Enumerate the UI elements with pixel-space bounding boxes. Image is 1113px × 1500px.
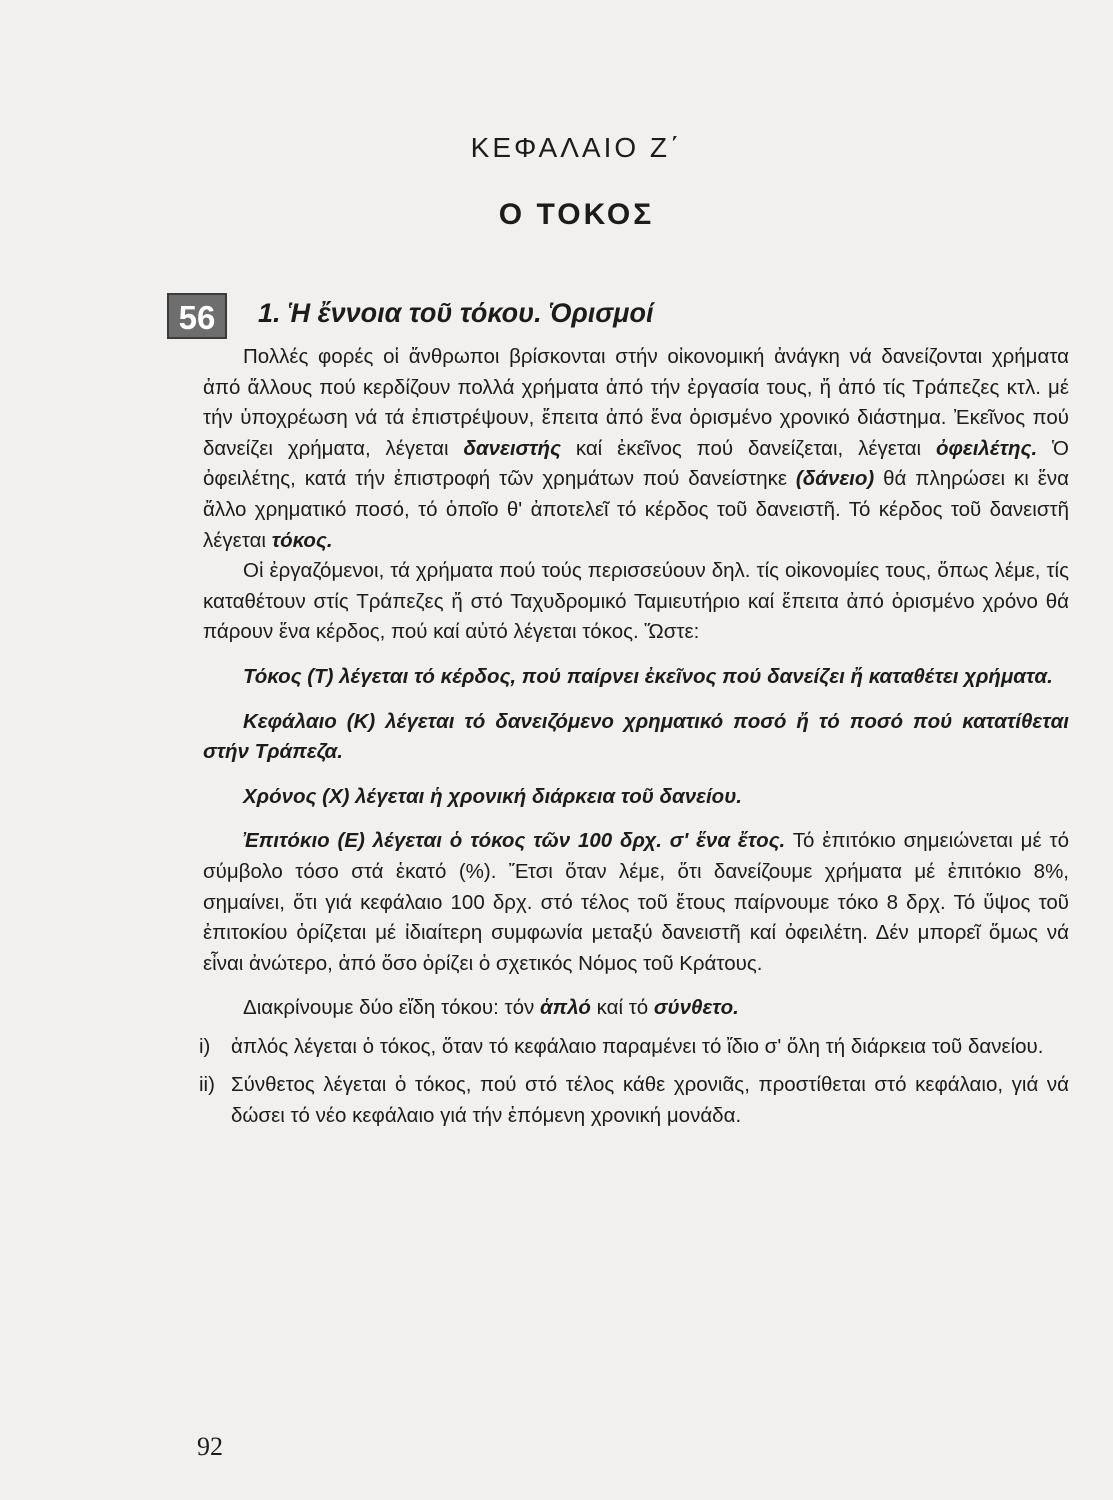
list-marker: ii)	[199, 1073, 215, 1097]
page-number: 92	[197, 1432, 223, 1461]
list-marker: i)	[199, 1034, 211, 1058]
paragraph-types	[203, 993, 1069, 1024]
definition-capital: Κεφάλαιο (Κ) λέγεται τό δανειζόμενο χρηματικό ποσό ἤ τό ποσό πού κατατίθεται στήν Τράπεζα.	[203, 709, 1069, 764]
text-run: θά πληρώσει κι ἕνα ἄλλο χρηματικό ποσό, τό ὁποῖο θ' ἀποτελεῖ τό κέρδος τοῦ δανειστῆ. Τό κέρδος τοῦ δανειστῆ λέγεται	[203, 467, 1069, 552]
definition-rate: Ἐπιτόκιο (Ε) λέγεται ὁ τόκος τῶν 100 δρχ. σ' ἕνα ἔτος.	[243, 829, 786, 853]
chapter-label: ΚΕΦΑΛΑΙΟ Ζ΄	[470, 132, 683, 163]
term-compound: σύνθετο.	[653, 996, 739, 1020]
paragraph-savings: Οἱ ἐργαζόμενοι, τά χρήματα πού τούς περισσεύουν δηλ. τίς οἰκονομίες τους, ὅπως λέμε, τίς καταθέτουν στίς Τράπεζες ἤ στό Ταχυδρομικό Ταμιευτήριο καί ἔπειτα ἀπό ὁρισμένο χρόνο θά πάρουν ἕνα κέρδος, πού καί αὐτό λέγεται τόκος. Ὥστε:	[203, 559, 1069, 644]
text-run: καί ἐκεῖνος πού δανείζεται, λέγεται	[560, 436, 936, 460]
definition-time: Χρόνος (Χ) λέγεται ἡ χρονική διάρκεια τοῦ δανείου.	[243, 784, 743, 808]
text-run: Τό ἐπιτόκιο σημειώνεται μέ τό σύμβολο τόσο στά ἑκατό (%). Ἔτσι ὅταν λέμε, ὅτι δανείζουμε χρήματα μέ ἐπιτόκιο 8%, σημαίνει, ὅτι γιά κεφάλαιο 100 δρχ. στό τέλος τοῦ ἔτους παίρνουμε τόκο 8 δρχ. Τό ὕψος τοῦ ἐπιτοκίου ὁρίζεται μέ ἰδιαίτερη συμφωνία μεταξύ δανειστῆ καί ὀφειλέτη. Δέν μπορεῖ ὅμως νά εἶναι ἀνώτερο, ἀπό ὅσο ὁρίζει ὁ σχετικός Νόμος τοῦ Κράτους.	[203, 829, 1069, 975]
chapter-title: Ο ΤΟΚΟΣ	[498, 198, 655, 231]
section-number-badge: 56	[167, 293, 227, 339]
term-simple: ἁπλό	[539, 996, 591, 1020]
text-run: Διακρίνουμε δύο εἴδη τόκου: τόν	[243, 996, 540, 1020]
paragraph-rate	[203, 826, 1069, 979]
term-loan: (δάνειο)	[795, 467, 875, 491]
text-run: Πολλές φορές οἱ ἄνθρωποι βρίσκονται στήν οἰκονομική ἀνάγκη νά δανείζονται χρήματα ἀπό ἄλλους πού κερδίζουν πολλά χρήματα ἀπό τήν ἐργασία τους, ἤ ἀπό τίς Τράπεζες κτλ. μέ τήν ὑποχρέωση νά τά ἐπιστρέψουν, ἔπειτα ἀπό ἕνα ὁρισμένο χρονικό διάστημα. Ἐκεῖνος πού δανείζει χρήματα, λέγεται	[203, 345, 1069, 460]
text-run: καί τό	[590, 996, 654, 1020]
list-item-compound	[199, 1070, 1069, 1131]
list-item-simple	[199, 1032, 1069, 1063]
term-lender: δανειστής	[463, 436, 561, 460]
term-interest: τόκος.	[271, 528, 333, 552]
definition-interest: Τόκος (Τ) λέγεται τό κέρδος, πού παίρνει ἐκεῖνος πού δανείζει ἤ καταθέτει χρήματα.	[243, 664, 1053, 688]
list-item-text: ἁπλός λέγεται ὁ τόκος, ὅταν τό κεφάλαιο παραμένει τό ἴδιο σ' ὅλη τή διάρκεια τοῦ δανείου.	[231, 1034, 1044, 1058]
paragraph-intro	[203, 342, 1069, 556]
body-text	[199, 342, 1069, 1132]
section-heading: 1. Ἡ ἔννοια τοῦ τόκου. Ὁρισμοί	[258, 298, 654, 328]
list-item-text: Σύνθετος λέγεται ὁ τόκος, πού στό τέλος κάθε χρονιᾶς, προστίθεται στό κεφάλαιο, γιά νά δώσει τό νέο κεφάλαιο γιά τήν ἑπόμενη χρονική μονάδα.	[231, 1073, 1069, 1128]
text-run: Ὁ ὀφειλέτης, κατά τήν ἐπιστροφή τῶν χρημάτων πού δανείστηκε	[203, 436, 1069, 491]
term-debtor: ὀφειλέτης.	[935, 436, 1038, 460]
